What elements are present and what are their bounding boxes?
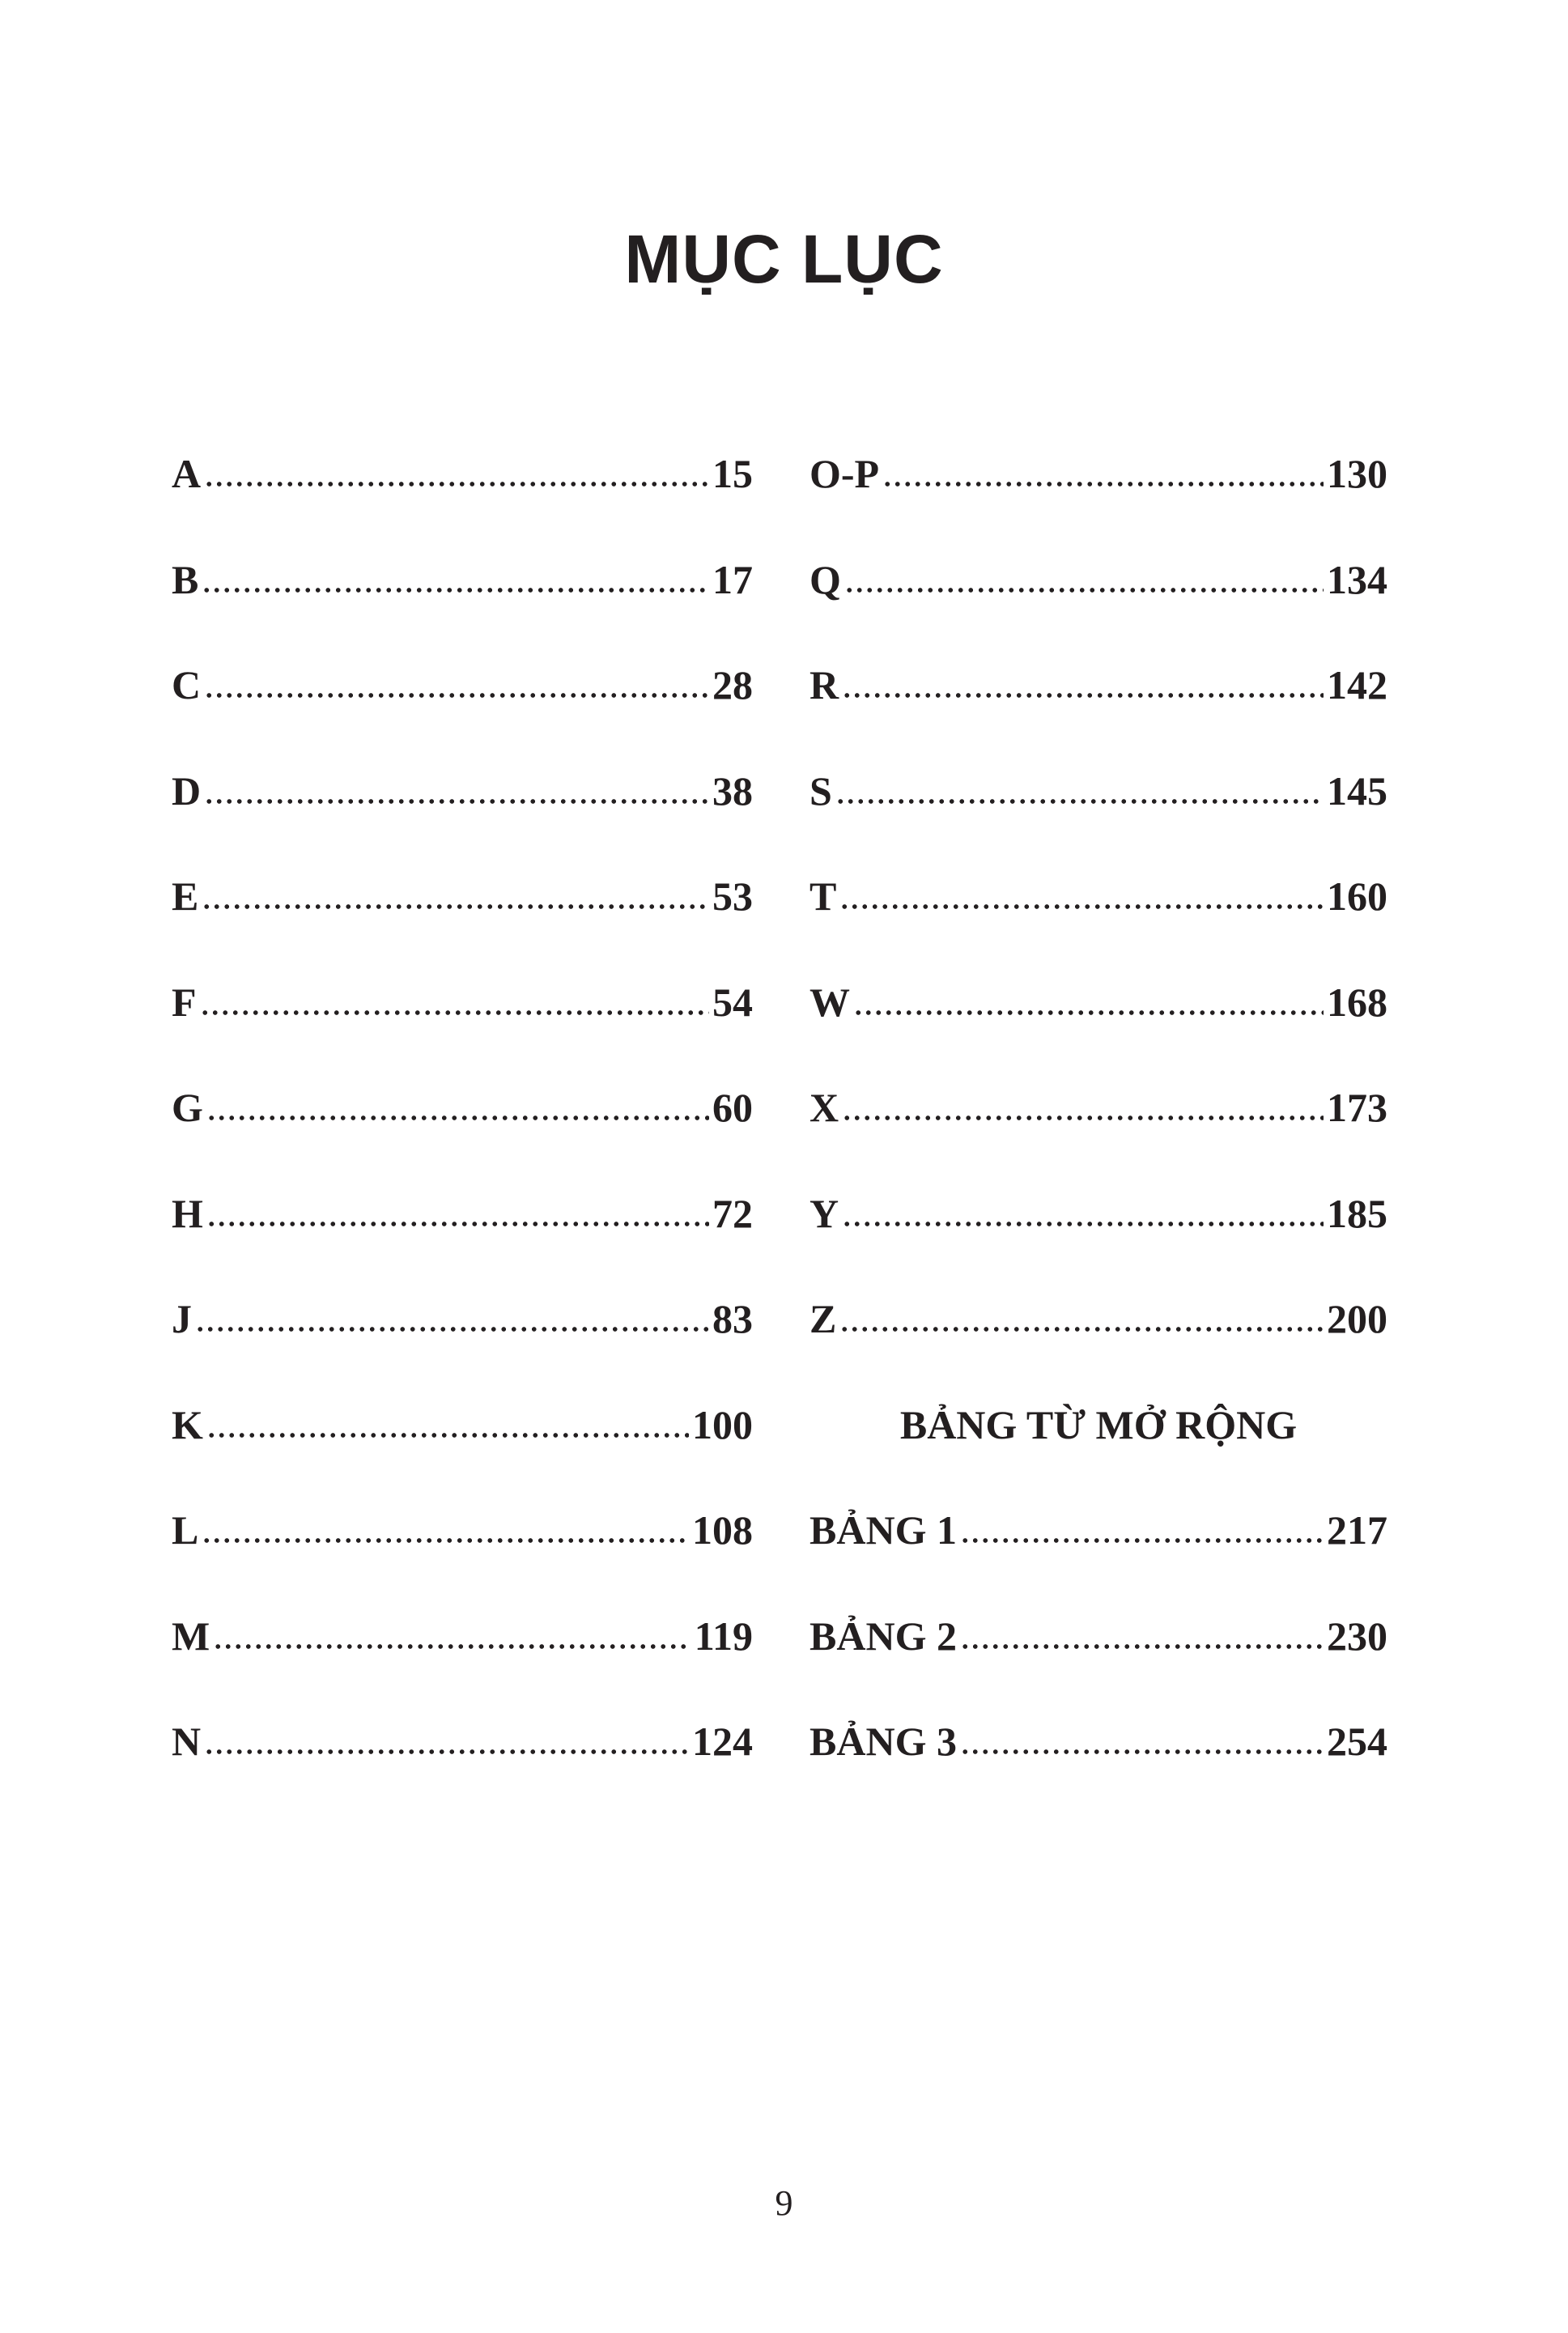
dot-leader bbox=[842, 1087, 1324, 1128]
toc-entry-j[interactable] bbox=[172, 1266, 753, 1372]
toc-entry-e[interactable] bbox=[172, 844, 753, 950]
toc-entry-page: 185 bbox=[1327, 1190, 1387, 1236]
toc-entry-s[interactable] bbox=[809, 738, 1387, 844]
toc-entry-page: 230 bbox=[1327, 1613, 1387, 1659]
toc-entry-page: 54 bbox=[712, 979, 753, 1025]
toc-entry-r[interactable] bbox=[809, 632, 1387, 738]
toc-entry-q[interactable] bbox=[809, 527, 1387, 633]
dot-leader bbox=[206, 1404, 689, 1445]
toc-entry-x[interactable] bbox=[809, 1055, 1387, 1161]
toc-entry-page: 168 bbox=[1327, 979, 1387, 1025]
dot-leader bbox=[202, 559, 709, 600]
toc-entry-label: A bbox=[172, 451, 202, 497]
extended-section-heading bbox=[809, 1372, 1387, 1478]
toc-entry-a[interactable] bbox=[172, 421, 753, 527]
toc-entry-label: D bbox=[172, 767, 202, 814]
toc-entry-page: 124 bbox=[692, 1719, 753, 1765]
dot-leader bbox=[835, 771, 1324, 811]
dot-leader bbox=[213, 1616, 691, 1656]
toc-entry-c[interactable] bbox=[172, 632, 753, 738]
dot-leader bbox=[960, 1616, 1324, 1656]
toc-entry-label: C bbox=[172, 662, 202, 708]
toc-entry-page: 130 bbox=[1327, 451, 1387, 497]
toc-entry-page: 38 bbox=[712, 767, 753, 814]
dot-leader bbox=[839, 876, 1324, 916]
toc-entry-o-p[interactable] bbox=[809, 421, 1387, 527]
toc-entry-page: 119 bbox=[694, 1613, 753, 1659]
dot-leader bbox=[844, 559, 1324, 600]
toc-entry-label: J bbox=[172, 1296, 192, 1342]
toc-entry-label: K bbox=[172, 1401, 203, 1447]
toc-entry-page: 200 bbox=[1327, 1296, 1387, 1342]
toc-entry-label: F bbox=[172, 979, 197, 1025]
toc-entry-label: S bbox=[809, 767, 832, 814]
toc-entry-page: 217 bbox=[1327, 1507, 1387, 1553]
toc-entry-page: 160 bbox=[1327, 873, 1387, 920]
toc-entry-h[interactable] bbox=[172, 1161, 753, 1267]
dot-leader bbox=[206, 1087, 709, 1128]
toc-entry-label: W bbox=[809, 979, 850, 1025]
toc-entry-label: B bbox=[172, 556, 199, 602]
toc-entry-label: T bbox=[809, 873, 837, 920]
toc-entry-label: O-P bbox=[809, 451, 880, 497]
toc-entry-label: Q bbox=[809, 556, 841, 602]
toc-entry-label: X bbox=[809, 1085, 839, 1131]
toc-right-column bbox=[809, 421, 1387, 1795]
toc-entry-bang-2[interactable] bbox=[809, 1583, 1387, 1689]
toc-entry-y[interactable] bbox=[809, 1161, 1387, 1267]
toc-entry-z[interactable] bbox=[809, 1266, 1387, 1372]
toc-entry-page: 83 bbox=[712, 1296, 753, 1342]
toc-entry-page: 72 bbox=[712, 1190, 753, 1236]
toc-entry-label: BẢNG 2 bbox=[809, 1613, 957, 1659]
toc-entry-t[interactable] bbox=[809, 844, 1387, 950]
toc-entry-label: G bbox=[172, 1085, 203, 1131]
dot-leader bbox=[202, 1510, 689, 1550]
toc-entry-w[interactable] bbox=[809, 950, 1387, 1056]
toc-entry-label: L bbox=[172, 1507, 199, 1553]
toc-entry-label: H bbox=[172, 1190, 203, 1236]
toc-entry-label: R bbox=[809, 662, 839, 708]
toc-entry-label: M bbox=[172, 1613, 210, 1659]
page-number: 9 bbox=[775, 2183, 793, 2223]
dot-leader bbox=[204, 771, 709, 811]
dot-leader bbox=[853, 982, 1324, 1022]
toc-entry-g[interactable] bbox=[172, 1055, 753, 1161]
toc-entry-page: 15 bbox=[712, 451, 753, 497]
toc-entry-page: 173 bbox=[1327, 1085, 1387, 1131]
dot-leader bbox=[842, 1193, 1324, 1234]
toc-entry-page: 100 bbox=[692, 1401, 753, 1447]
dot-leader bbox=[204, 453, 709, 494]
dot-leader bbox=[202, 876, 709, 916]
dot-leader bbox=[200, 982, 709, 1022]
toc-entry-page: 142 bbox=[1327, 662, 1387, 708]
dot-leader bbox=[960, 1721, 1324, 1761]
toc-entry-label: BẢNG 1 bbox=[809, 1507, 957, 1553]
dot-leader bbox=[882, 453, 1324, 494]
toc-entry-page: 28 bbox=[712, 662, 753, 708]
dot-leader bbox=[960, 1510, 1324, 1550]
toc-entry-label: Y bbox=[809, 1190, 839, 1236]
toc-entry-page: 108 bbox=[692, 1507, 753, 1553]
toc-entry-label: N bbox=[172, 1719, 202, 1765]
dot-leader bbox=[204, 1721, 689, 1761]
extended-section-heading-text: BẢNG TỪ MỞ RỘNG bbox=[899, 1401, 1298, 1447]
toc-entry-page: 17 bbox=[712, 556, 753, 602]
dot-leader bbox=[195, 1298, 709, 1339]
toc-entry-b[interactable] bbox=[172, 527, 753, 633]
dot-leader bbox=[204, 665, 709, 705]
toc-entry-bang-1[interactable] bbox=[809, 1477, 1387, 1583]
dot-leader bbox=[206, 1193, 709, 1234]
toc-entry-d[interactable] bbox=[172, 738, 753, 844]
toc-entry-label: E bbox=[172, 873, 199, 920]
dot-leader bbox=[839, 1298, 1324, 1339]
toc-left-column bbox=[172, 421, 753, 1795]
toc-entry-k[interactable] bbox=[172, 1372, 753, 1478]
toc-entry-page: 53 bbox=[712, 873, 753, 920]
toc-entry-page: 60 bbox=[712, 1085, 753, 1131]
toc-entry-n[interactable] bbox=[172, 1689, 753, 1795]
toc-entry-page: 254 bbox=[1327, 1719, 1387, 1765]
toc-entry-page: 134 bbox=[1327, 556, 1387, 602]
toc-entry-m[interactable] bbox=[172, 1583, 753, 1689]
page-title: MỤC LỤC bbox=[624, 221, 944, 297]
toc-entry-l[interactable] bbox=[172, 1477, 753, 1583]
toc-entry-label: BẢNG 3 bbox=[809, 1719, 957, 1765]
toc-entry-label: Z bbox=[809, 1296, 837, 1342]
toc-entry-f[interactable] bbox=[172, 950, 753, 1056]
dot-leader bbox=[842, 665, 1324, 705]
toc-entry-page: 145 bbox=[1327, 767, 1387, 814]
toc-entry-bang-3[interactable] bbox=[809, 1689, 1387, 1795]
